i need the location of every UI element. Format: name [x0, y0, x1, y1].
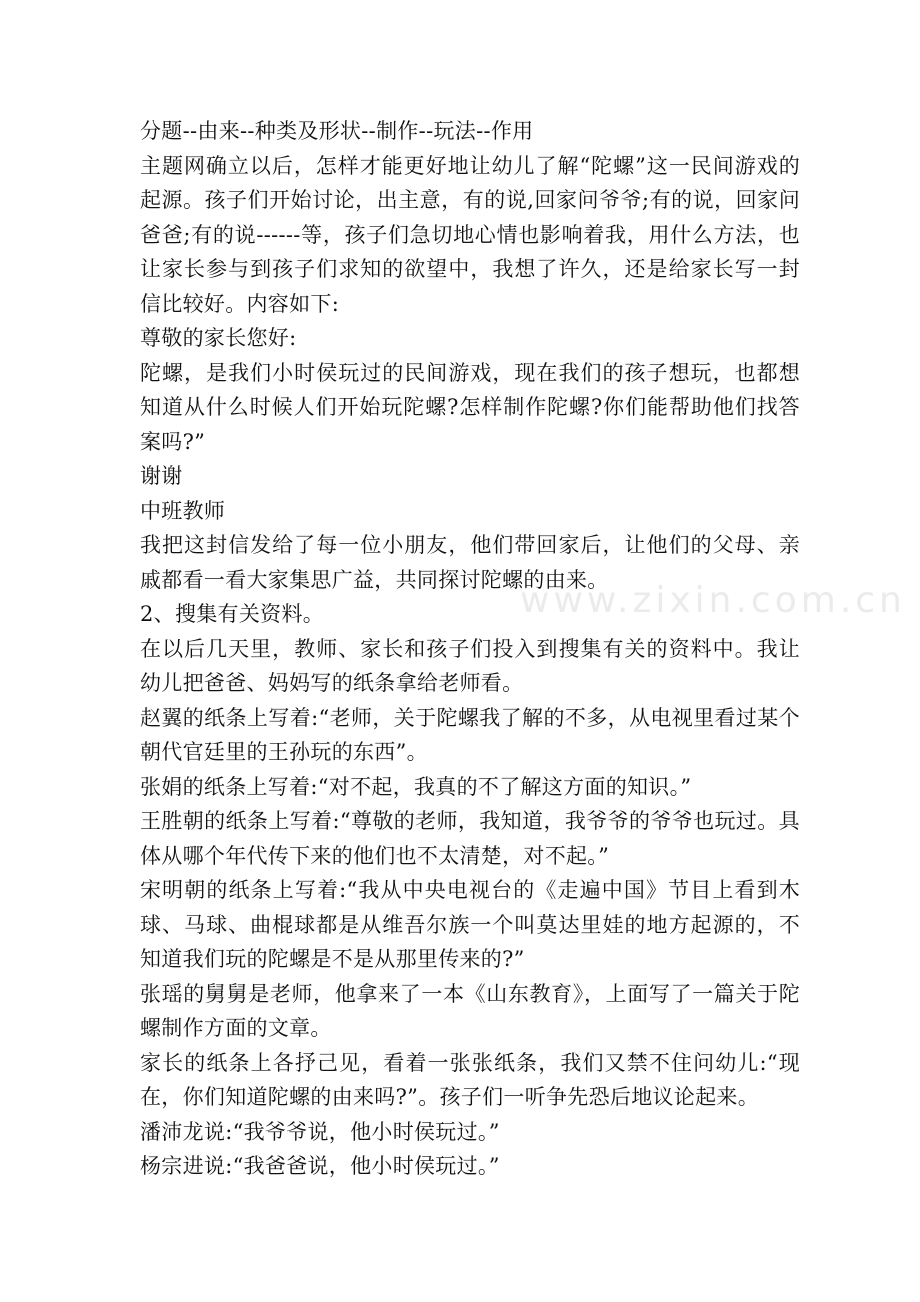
- note-zhao: 赵翼的纸条上写着:“老师，关于陀螺我了解的不多，从电视里看过某个朝代官廷里的王孙玩的东西”。: [140, 705, 800, 764]
- document-body: [140, 114, 800, 1184]
- quote-pan: 潘沛龙说:“我爷爷说，他小时侯玩过。”: [140, 1119, 500, 1144]
- note-zhang-yao: 张瑶的舅舅是老师，他拿来了一本《山东教育》，上面写了一篇关于陀螺制作方面的文章。: [140, 981, 800, 1040]
- intro-paragraph: 主题网确立以后，怎样才能更好地让幼儿了解“陀螺”这一民间游戏的起源。孩子们开始讨论，出主意，有的说,回家问爷爷;有的说，回家问爸爸;有的说------等，孩子们急切地心情也影响着我，用什么方法，也让家长参与到孩子们求知的欲望中，我想了许久，还是给家长写一封信比较好。内容如下:: [140, 153, 800, 316]
- quote-yang: 杨宗进说:“我爸爸说，他小时侯玩过。”: [140, 1154, 500, 1178]
- letter-body: 陀螺，是我们小时侯玩过的民间游戏，现在我们的孩子想玩，也都想知道从什么时候人们开始玩陀螺?怎样制作陀螺?你们能帮助他们找答案吗?”: [140, 360, 800, 454]
- letter-distribution-paragraph: 我把这封信发给了每一位小朋友，他们带回家后，让他们的父母、亲戚都看一看大家集思广益，共同探讨陀螺的由来。: [140, 533, 800, 592]
- note-zhang-juan: 张娟的纸条上写着:“对不起，我真的不了解这方面的知识。”: [140, 774, 692, 799]
- letter-thanks: 谢谢: [140, 464, 183, 488]
- collection-paragraph: 在以后几天里，教师、家长和孩子们投入到搜集有关的资料中。我让幼儿把爸爸、妈妈写的纸条拿给老师看。: [140, 636, 800, 695]
- section-heading: 2、搜集有关资料。: [140, 602, 325, 626]
- discussion-paragraph: 家长的纸条上各抒己见，看着一张张纸条，我们又禁不住问幼儿:“现在，你们知道陀螺的由来吗?”。孩子们一听争先恐后地议论起来。: [140, 1050, 800, 1109]
- watermark: www.zixin.com.cn: [520, 580, 906, 621]
- outline-line: 分题--由来--种类及形状--制作--玩法--作用: [140, 119, 534, 143]
- note-wang: 王胜朝的纸条上写着:“尊敬的老师，我知道，我爷爷的爷爷也玩过。具体从哪个年代传下来的他们也不太清楚，对不起。”: [140, 809, 800, 868]
- letter-salutation: 尊敬的家长您好:: [140, 326, 297, 350]
- note-song: 宋明朝的纸条上写着:“我从中央电视台的《走遍中国》节目上看到木球、马球、曲棍球都是从维吾尔族一个叫莫达里娃的地方起源的，不知道我们玩的陀螺是不是从那里传来的?”: [140, 878, 800, 971]
- letter-signature: 中班教师: [140, 498, 226, 523]
